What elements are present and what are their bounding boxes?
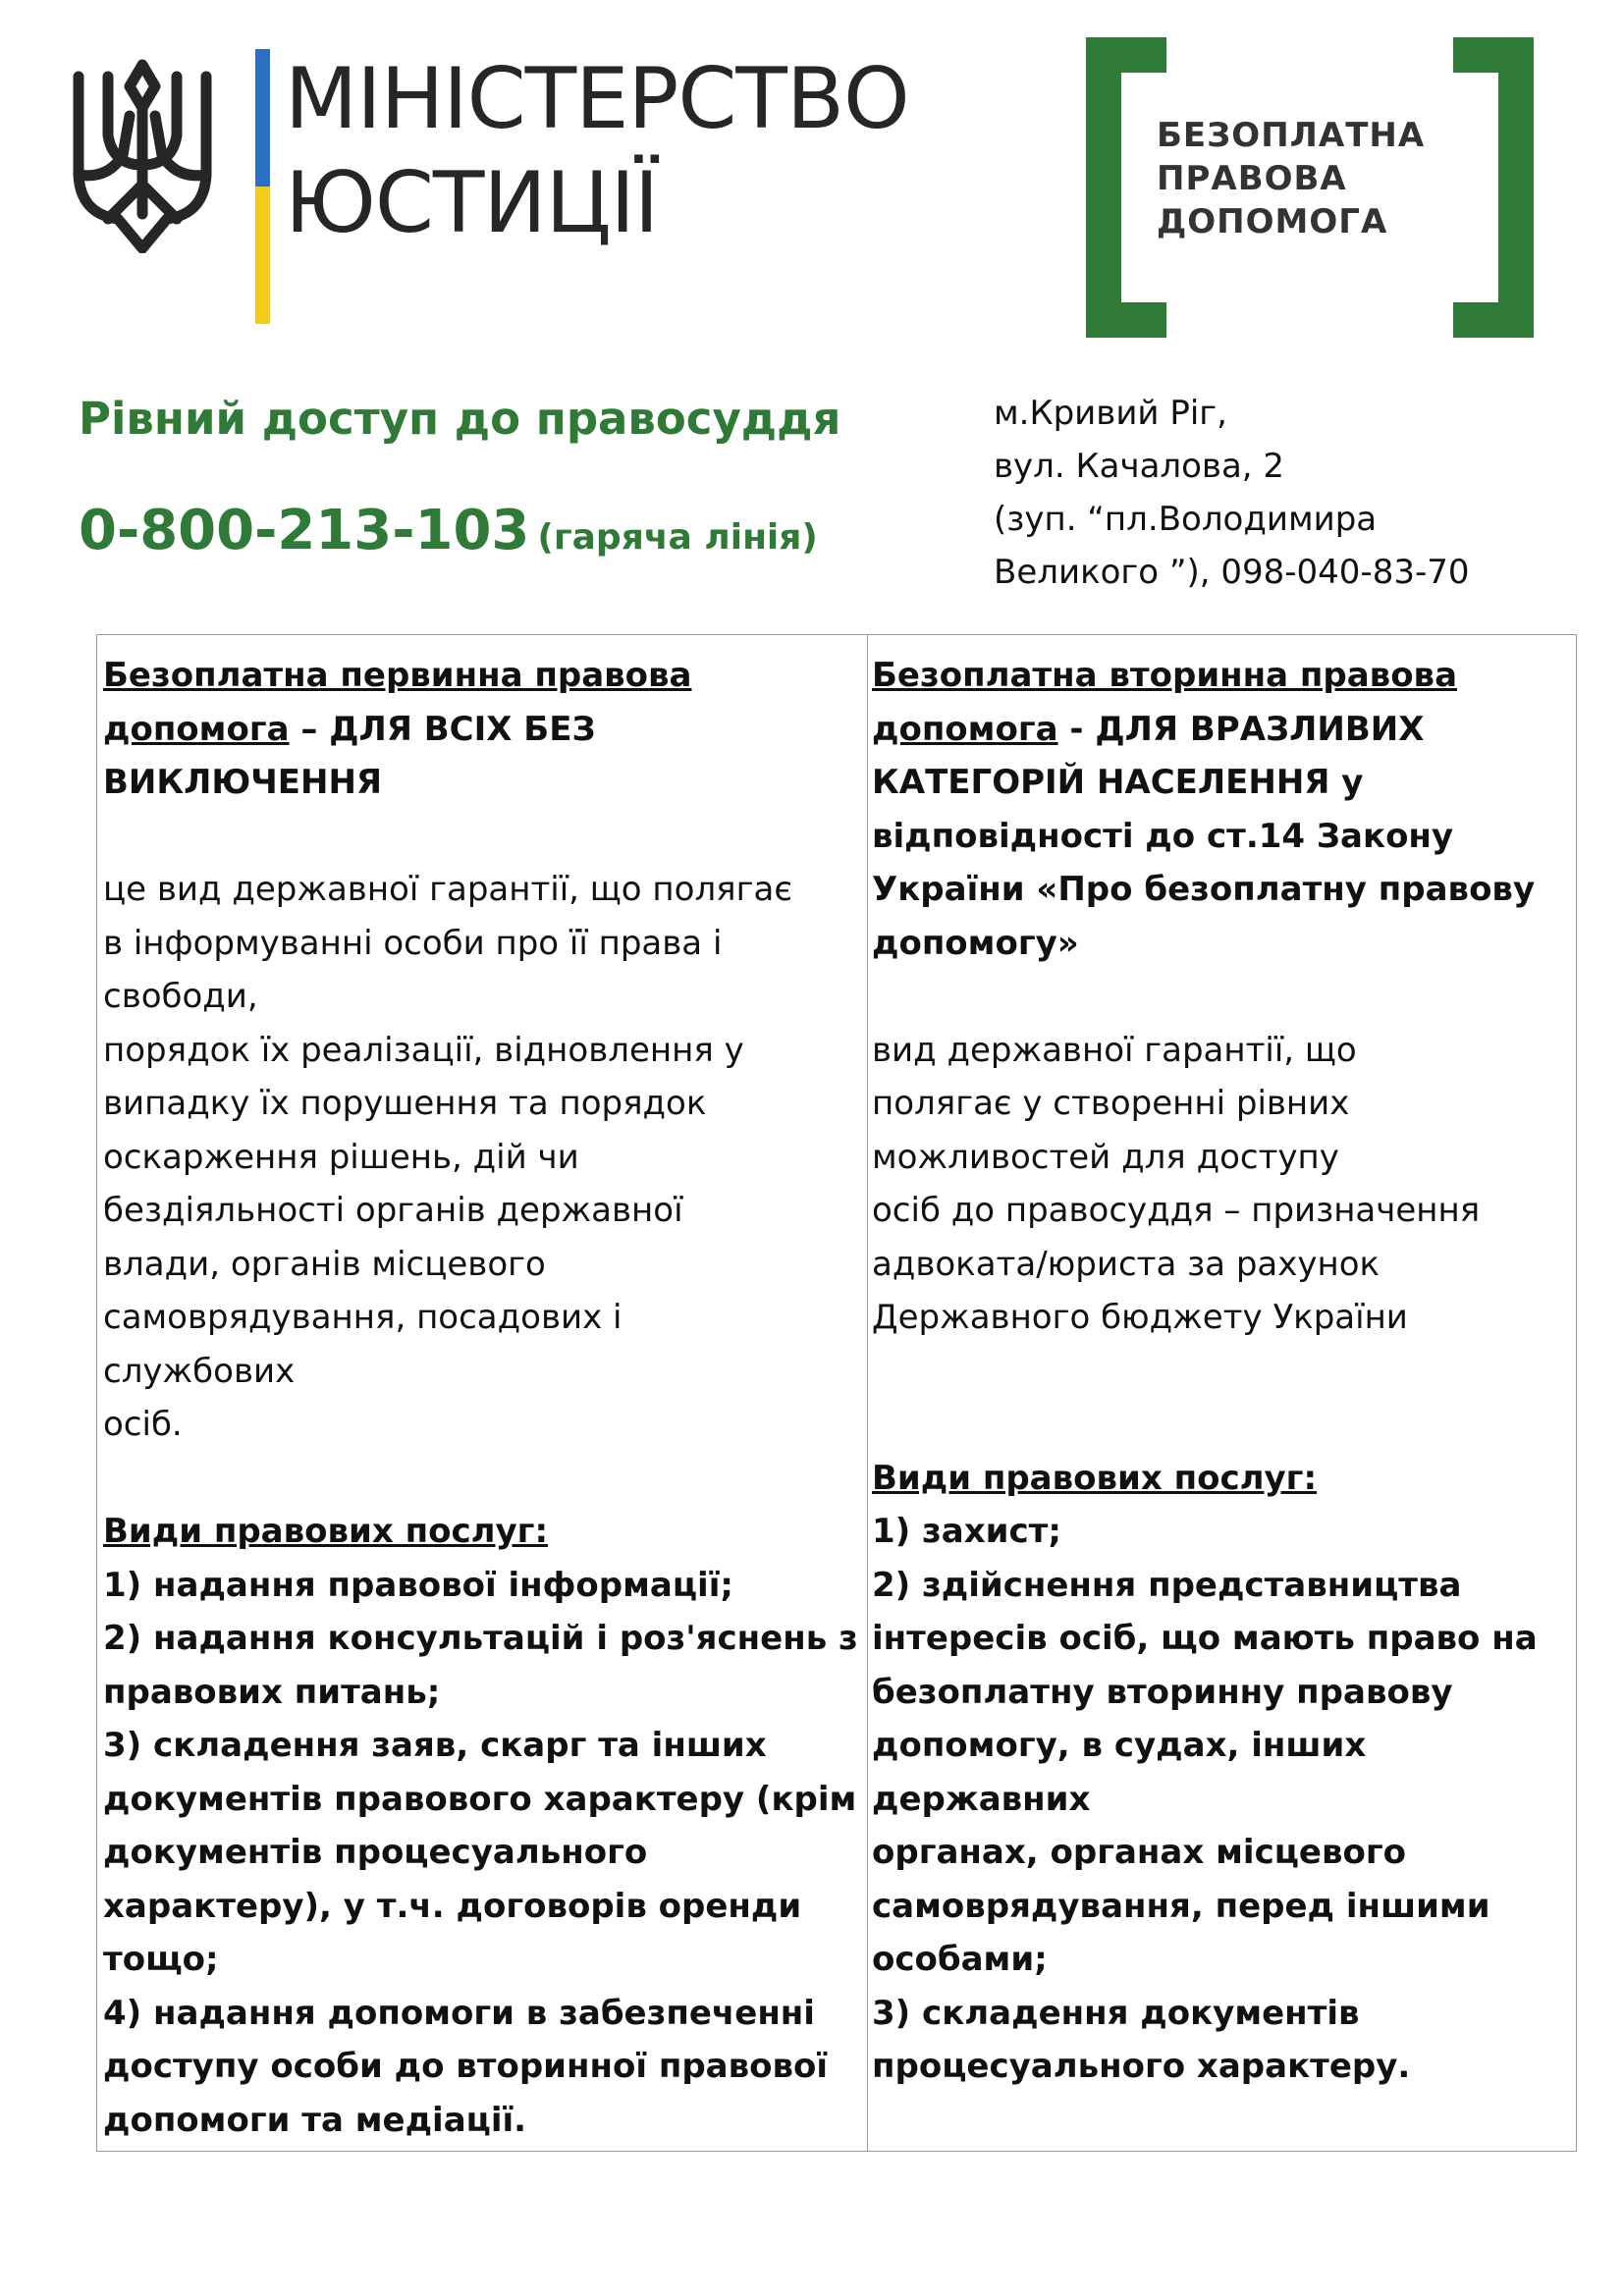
ministry-of-justice-logo <box>67 47 909 328</box>
address-line: вул. Качалова, 2 <box>994 447 1285 486</box>
primary-services-list: 1) надання правової інформації; 2) надання консультацій і роз'яснень з правових питань; 3) складення заяв, скарг та інших документів правового характеру (крім документів процесуального характеру), у т.ч. договорів оренди тощо; 4) надання допомоги в забезпеченні доступу особи до вторинної правової допомоги та медіації. <box>103 1565 858 2140</box>
right-bracket-shape <box>1453 37 1534 338</box>
secondary-description: вид державної гарантії, що полягає у створенні рівних можливостей для доступу осіб до правосуддя – призначення адвоката/юриста за рахунок Державного бюджету України <box>872 1030 1481 1337</box>
flag-blue-stripe <box>255 49 270 187</box>
secondary-services-heading: Види правових послуг: <box>872 1458 1318 1498</box>
primary-title: Безоплатна первинна правова допомога – ДЛЯ ВСІХ БЕЗ ВИКЛЮЧЕННЯ <box>103 656 692 802</box>
hotline <box>79 499 818 562</box>
left-bracket-shape <box>1086 37 1166 338</box>
hotline-label: (гаряча лінія) <box>537 517 818 558</box>
address-line: Великого ”), 098-040-83-70 <box>994 553 1470 592</box>
secondary-legal-aid-column <box>868 635 1576 2151</box>
primary-services-heading: Види правових послуг: <box>103 1512 549 1551</box>
primary-description: це вид державної гарантії, що полягає в інформуванні особи про її права і свободи, порядок їх реалізації, відновлення у випадку їх порушення та порядок оскарження рішень, дій чи бездіяльності органів державної влади, органів місцевого самоврядування, посадових і службових осіб. <box>103 870 792 1444</box>
trident-icon <box>69 57 216 253</box>
secondary-title: Безоплатна вторинна правова допомога - ДЛЯ ВРАЗЛИВИХ КАТЕГОРІЙ НАСЕЛЕННЯ у відповідності до ст.14 Закону України «Про безоплатну правову допомогу» <box>872 656 1536 963</box>
address-line: м.Кривий Ріг, <box>994 394 1227 433</box>
secondary-services-list: 1) захист; 2) здійснення представництва інтересів осіб, що мають право на безоплатну вторинну правову допомогу, в судах, інших державних органах, органах місцевого самоврядування, перед іншими особами; 3) складення документів процесуального характеру. <box>872 1512 1538 2086</box>
primary-legal-aid-column <box>97 635 868 2151</box>
legal-aid-info-table <box>96 634 1577 2152</box>
free-legal-aid-logo-text: БЕЗОПЛАТНА ПРАВОВА ДОПОМОГА <box>1157 116 1426 241</box>
flag-yellow-stripe <box>255 187 270 324</box>
office-address <box>994 387 1470 599</box>
slogan: Рівний доступ до правосуддя <box>79 393 841 445</box>
hotline-number[interactable]: 0-800-213-103 <box>79 499 530 562</box>
free-legal-aid-logo <box>1086 37 1534 338</box>
ministry-name: МІНІСТЕРСТВО ЮСТИЦІЇ <box>285 50 909 252</box>
address-line: (зуп. “пл.Володимира <box>994 500 1378 539</box>
